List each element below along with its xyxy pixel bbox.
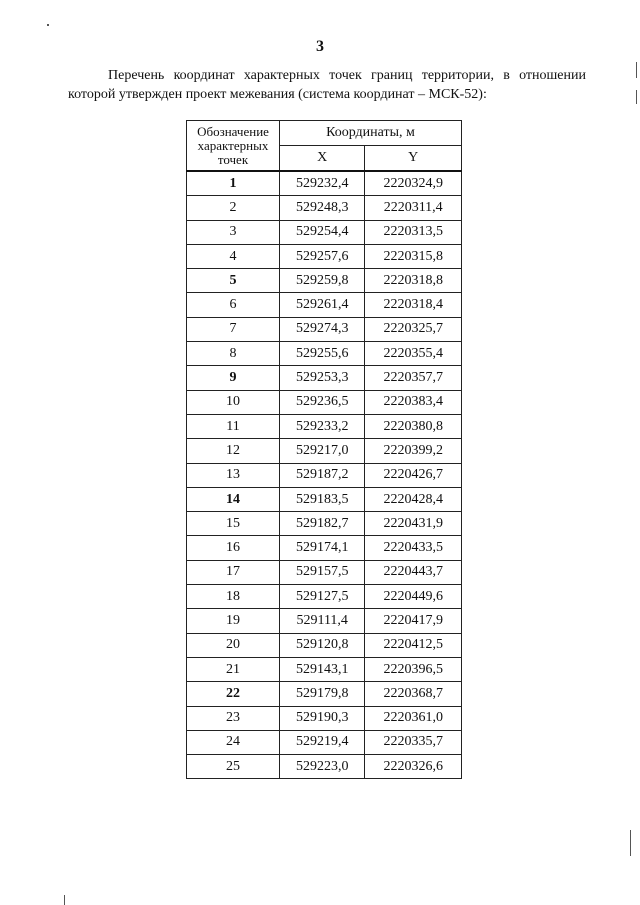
point-number: 4 <box>187 244 280 268</box>
point-number: 23 <box>187 706 280 730</box>
coordinate-y: 2220315,8 <box>365 244 462 268</box>
table-row <box>187 560 462 584</box>
table-row <box>187 366 462 390</box>
table-row <box>187 196 462 220</box>
coordinate-x: 529187,2 <box>280 463 365 487</box>
table-body <box>187 171 462 779</box>
coordinate-x: 529183,5 <box>280 487 365 511</box>
table-row <box>187 755 462 779</box>
coordinate-y: 2220443,7 <box>365 560 462 584</box>
point-number: 10 <box>187 390 280 414</box>
table-row <box>187 682 462 706</box>
coordinate-y: 2220380,8 <box>365 414 462 438</box>
point-number: 16 <box>187 536 280 560</box>
point-number: 6 <box>187 293 280 317</box>
scan-mark-top-left <box>47 24 49 26</box>
table-row <box>187 439 462 463</box>
coordinate-x: 529274,3 <box>280 317 365 341</box>
table-row <box>187 657 462 681</box>
coordinate-x: 529143,1 <box>280 657 365 681</box>
coordinate-y: 2220326,6 <box>365 755 462 779</box>
table-row <box>187 171 462 196</box>
coordinate-y: 2220324,9 <box>365 171 462 196</box>
coordinate-x: 529179,8 <box>280 682 365 706</box>
point-number: 12 <box>187 439 280 463</box>
coordinate-x: 529223,0 <box>280 755 365 779</box>
coordinate-y: 2220396,5 <box>365 657 462 681</box>
point-number: 3 <box>187 220 280 244</box>
coordinate-x: 529255,6 <box>280 342 365 366</box>
coordinate-y: 2220311,4 <box>365 196 462 220</box>
table-row <box>187 244 462 268</box>
coordinate-y: 2220449,6 <box>365 585 462 609</box>
point-number: 20 <box>187 633 280 657</box>
point-number: 14 <box>187 487 280 511</box>
coordinate-y: 2220357,7 <box>365 366 462 390</box>
table-row <box>187 633 462 657</box>
scan-mark-right-bottom <box>630 830 631 856</box>
page-number: 3 <box>316 38 324 55</box>
scan-mark-right-top <box>636 62 637 78</box>
coordinate-y: 2220318,4 <box>365 293 462 317</box>
coordinate-y: 2220426,7 <box>365 463 462 487</box>
coordinate-y: 2220433,5 <box>365 536 462 560</box>
point-number: 5 <box>187 269 280 293</box>
coordinate-x: 529233,2 <box>280 414 365 438</box>
coordinate-x: 529120,8 <box>280 633 365 657</box>
coordinate-x: 529259,8 <box>280 269 365 293</box>
coordinate-y: 2220399,2 <box>365 439 462 463</box>
scan-mark-right-mid <box>636 90 637 104</box>
table-row <box>187 536 462 560</box>
point-number: 1 <box>187 171 280 196</box>
coordinate-y: 2220368,7 <box>365 682 462 706</box>
point-number: 2 <box>187 196 280 220</box>
table-row <box>187 706 462 730</box>
scan-mark-bottom-left <box>64 895 65 905</box>
table-row <box>187 269 462 293</box>
point-number: 22 <box>187 682 280 706</box>
coordinate-x: 529190,3 <box>280 706 365 730</box>
point-number: 19 <box>187 609 280 633</box>
coordinate-y: 2220412,5 <box>365 633 462 657</box>
table-row <box>187 585 462 609</box>
point-number: 11 <box>187 414 280 438</box>
table-row <box>187 512 462 536</box>
point-number: 13 <box>187 463 280 487</box>
point-number: 7 <box>187 317 280 341</box>
table-row <box>187 293 462 317</box>
point-number: 18 <box>187 585 280 609</box>
coordinate-x: 529257,6 <box>280 244 365 268</box>
coordinate-x: 529217,0 <box>280 439 365 463</box>
coordinate-x: 529236,5 <box>280 390 365 414</box>
table-row <box>187 463 462 487</box>
coordinates-table <box>186 120 462 779</box>
table-row <box>187 487 462 511</box>
coordinate-x: 529219,4 <box>280 730 365 754</box>
coordinate-x: 529174,1 <box>280 536 365 560</box>
coordinate-x: 529254,4 <box>280 220 365 244</box>
coordinate-y: 2220383,4 <box>365 390 462 414</box>
point-number: 21 <box>187 657 280 681</box>
coordinate-x: 529111,4 <box>280 609 365 633</box>
point-number: 15 <box>187 512 280 536</box>
intro-paragraph: Перечень координат характерных точек границ территории, в отношении которой утвержден проект межевания (система координат – МСК-52): <box>68 68 586 102</box>
point-number: 8 <box>187 342 280 366</box>
header-coordinates: Координаты, м <box>280 121 462 146</box>
coordinate-x: 529253,3 <box>280 366 365 390</box>
point-number: 24 <box>187 730 280 754</box>
header-y: Y <box>365 146 462 172</box>
coordinate-x: 529157,5 <box>280 560 365 584</box>
coordinate-y: 2220428,4 <box>365 487 462 511</box>
table-row <box>187 220 462 244</box>
table-row <box>187 390 462 414</box>
coordinate-y: 2220313,5 <box>365 220 462 244</box>
coordinate-x: 529232,4 <box>280 171 365 196</box>
header-points: Обозначение характерных точек <box>187 121 280 172</box>
table-row <box>187 730 462 754</box>
coordinate-y: 2220355,4 <box>365 342 462 366</box>
point-number: 17 <box>187 560 280 584</box>
coordinate-y: 2220361,0 <box>365 706 462 730</box>
table-header <box>187 121 462 172</box>
coordinate-x: 529182,7 <box>280 512 365 536</box>
point-number: 9 <box>187 366 280 390</box>
table-row <box>187 414 462 438</box>
point-number: 25 <box>187 755 280 779</box>
coordinate-x: 529261,4 <box>280 293 365 317</box>
header-x: X <box>280 146 365 172</box>
coordinate-y: 2220335,7 <box>365 730 462 754</box>
coordinate-y: 2220318,8 <box>365 269 462 293</box>
table-row <box>187 342 462 366</box>
coordinate-x: 529127,5 <box>280 585 365 609</box>
table-row <box>187 609 462 633</box>
coordinate-x: 529248,3 <box>280 196 365 220</box>
coordinate-y: 2220325,7 <box>365 317 462 341</box>
coordinate-y: 2220417,9 <box>365 609 462 633</box>
coordinate-y: 2220431,9 <box>365 512 462 536</box>
table-row <box>187 317 462 341</box>
